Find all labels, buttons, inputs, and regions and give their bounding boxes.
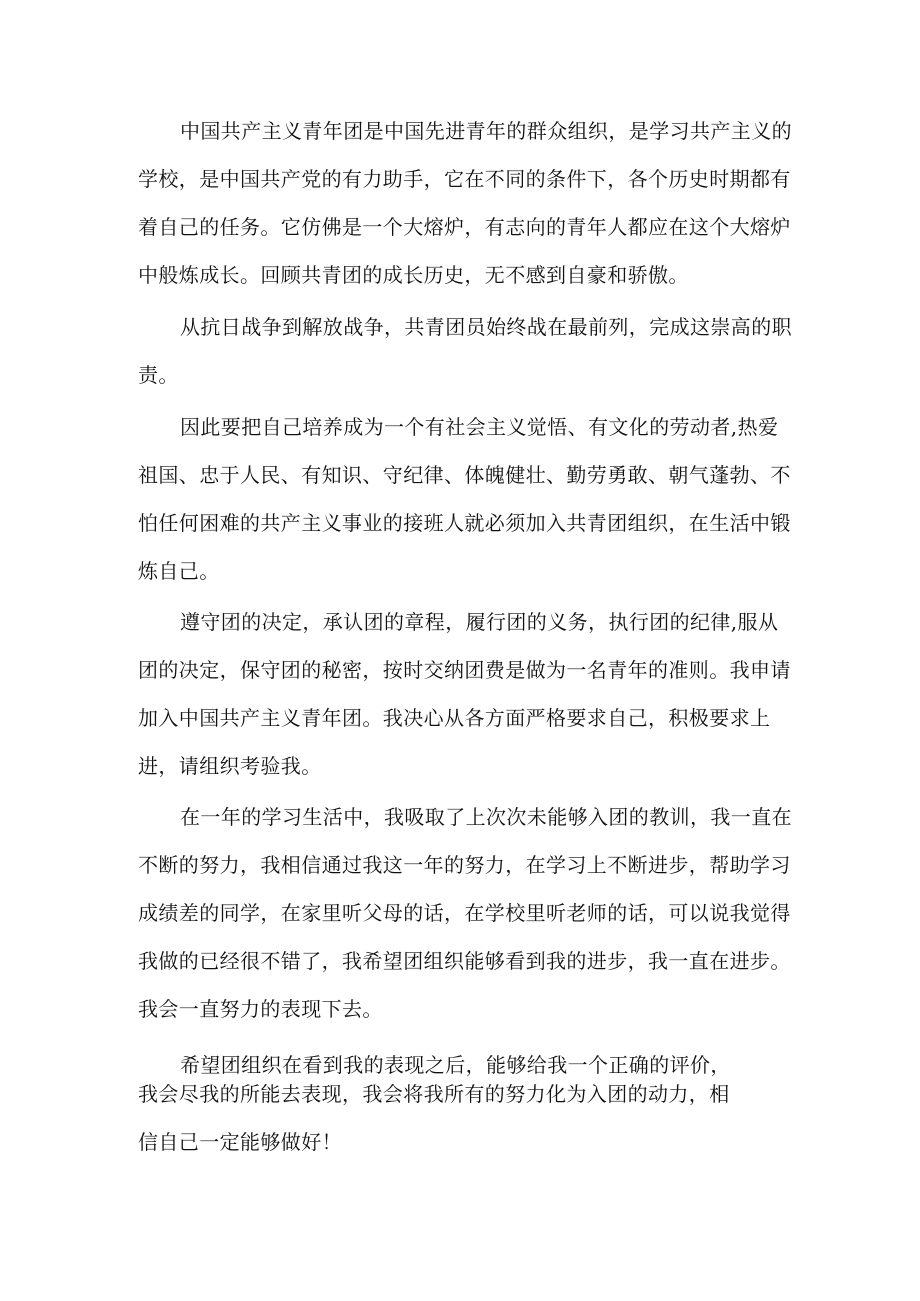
paragraph-line: 祖国、忠于人民、有知识、守纪律、体魄健壮、勤劳勇敢、朝气蓬勃、不 (138, 463, 791, 487)
paragraph-line: 着自己的任务。它仿佛是一个大熔炉，有志向的青年人都应在这个大熔炉 (138, 215, 791, 239)
paragraph-line: 因此要把自己培养成为一个有社会主义觉悟、有文化的劳动者,热爱 (180, 415, 779, 439)
paragraph-line: 责。 (138, 363, 179, 387)
paragraph-line: 加入中国共产主义青年团。我决心从各方面严格要求自己，积极要求上 (138, 706, 771, 730)
paragraph-line: 我会一直努力的表现下去。 (138, 997, 383, 1021)
paragraph-line: 我做的已经很不错了，我希望团组织能够看到我的进步，我一直在进步。 (138, 949, 791, 973)
paragraph-line: 团的决定，保守团的秘密，按时交纳团费是做为一名青年的准则。我申请 (138, 658, 791, 682)
paragraph-line: 希望团组织在看到我的表现之后，能够给我一个正确的评价， (180, 1053, 731, 1077)
paragraph-line: 我会尽我的所能去表现，我会将我所有的努力化为入团的动力，相 (138, 1082, 730, 1106)
paragraph-line: 中国共产主义青年团是中国先进青年的群众组织，是学习共产主义的 (180, 119, 792, 143)
paragraph-line: 信自己一定能够做好！ (138, 1130, 342, 1154)
paragraph-line: 遵守团的决定，承认团的章程，履行团的义务，执行团的纪律,服从 (180, 610, 779, 634)
paragraph-line: 不断的努力，我相信通过我这一年的努力，在学习上不断进步，帮助学习 (138, 853, 791, 877)
paragraph-line: 在一年的学习生活中，我吸取了上次次未能够入团的教训，我一直在 (180, 805, 792, 829)
paragraph-line: 成绩差的同学，在家里听父母的话，在学校里听老师的话，可以说我觉得 (138, 901, 791, 925)
paragraph-line: 怕任何困难的共产主义事业的接班人就必须加入共青团组织，在生活中锻 (138, 511, 791, 535)
paragraph-line: 炼自己。 (138, 559, 220, 583)
paragraph-line: 学校，是中国共产党的有力助手，它在不同的条件下，各个历史时期都有 (138, 167, 791, 191)
paragraph-line: 中般炼成长。回顾共青团的成长历史，无不感到自豪和骄傲。 (138, 263, 689, 287)
paragraph-line: 从抗日战争到解放战争，共青团员始终战在最前列，完成这崇高的职 (180, 315, 792, 339)
paragraph-line: 进，请组织考验我。 (138, 754, 322, 778)
